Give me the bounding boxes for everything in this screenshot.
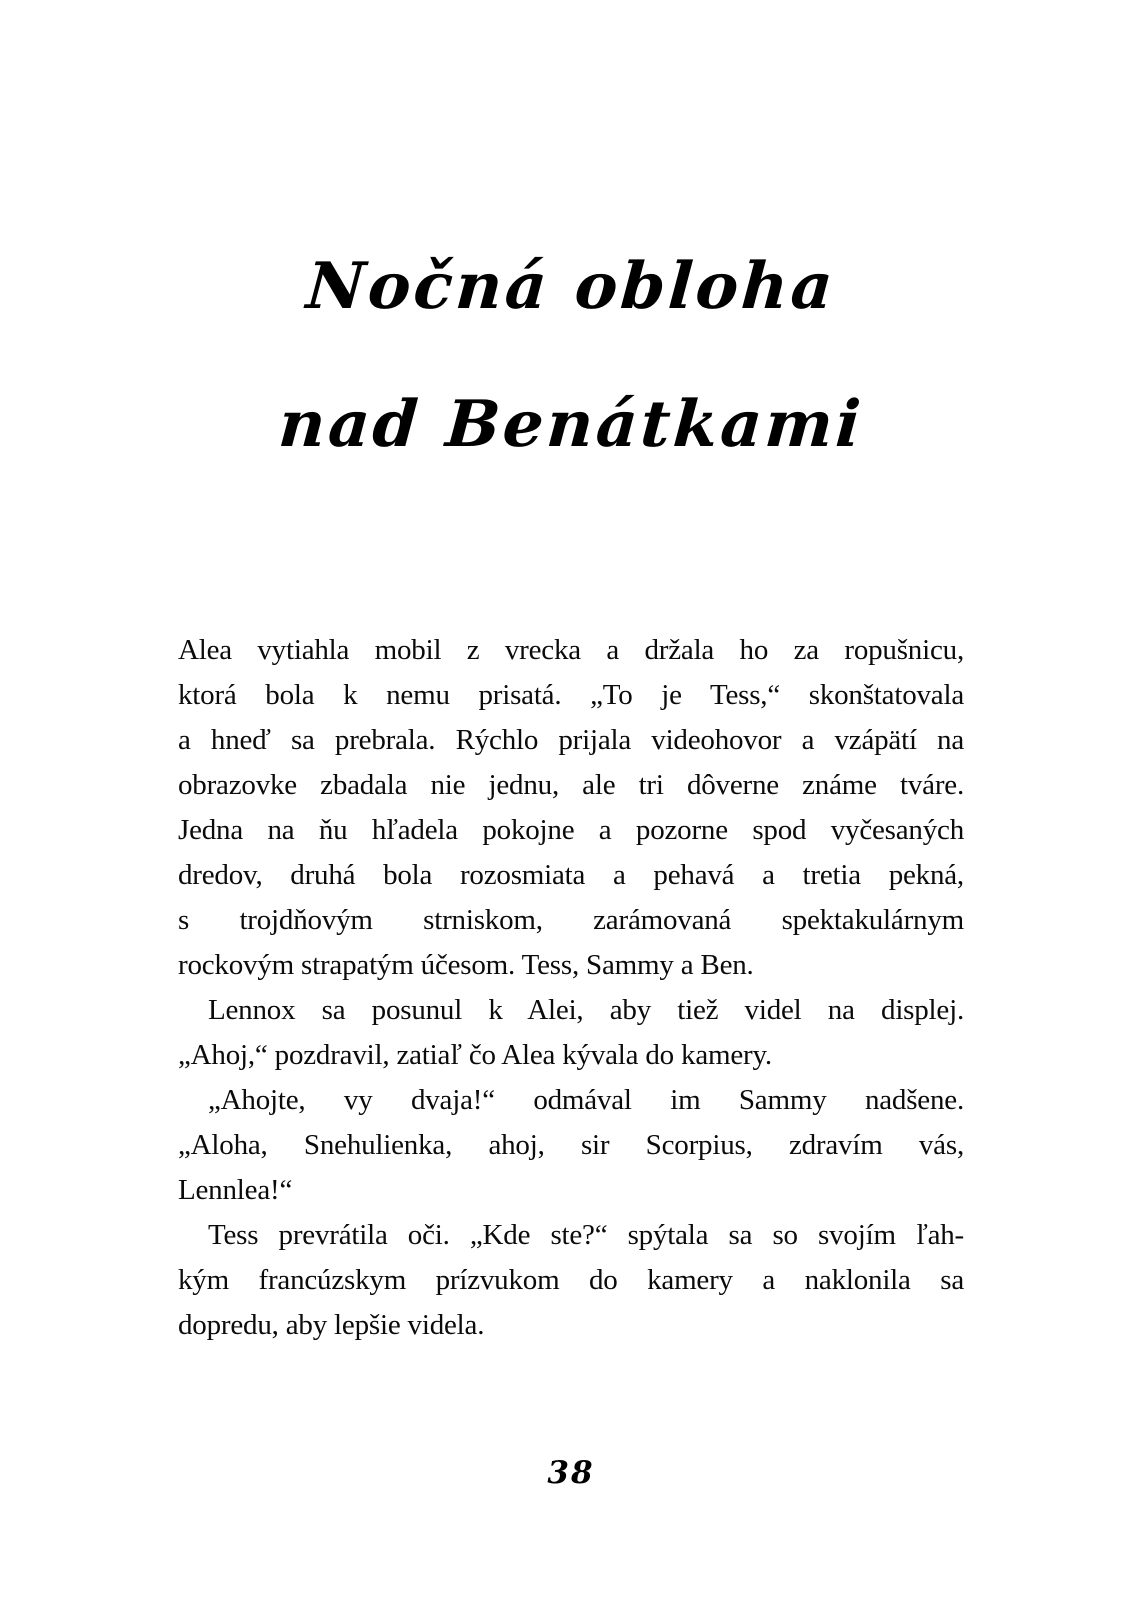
body-line: „Ahoj,“ pozdravil, zatiaľ čo Alea kývala do kamery. [178,1039,772,1071]
body-text [178,628,964,1348]
body-line: Lennlea!“ [178,1174,293,1206]
body-line: dredov, druhá bola rozosmiata a pehavá a tretia pekná, [178,859,964,891]
body-line: Tess prevrátila oči. „Kde ste?“ spýtala sa so svojím ľah- [208,1219,964,1251]
chapter-title-line-1: Nočná obloha [303,249,839,324]
body-line: kým francúzskym prízvukom do kamery a naklonila sa [178,1264,964,1296]
body-line: Jedna na ňu hľadela pokojne a pozorne spod vyčesaných [178,814,964,846]
body-line: Alea vytiahla mobil z vrecka a držala ho za ropušnicu, [178,634,964,666]
body-line: ktorá bola k nemu prisatá. „To je Tess,“ skonštatovala [178,679,964,711]
chapter-title [0,218,1142,494]
chapter-title-line-2: nad Benátkami [276,387,866,462]
body-line: a hneď sa prebrala. Rýchlo prijala videohovor a vzápätí na [178,724,964,756]
body-line: dopredu, aby lepšie videla. [178,1309,485,1341]
body-line: obrazovke zbadala nie jednu, ale tri dôverne známe tváre. [178,769,964,801]
body-line: s trojdňovým strniskom, zarámovaná spektakulárnym [178,904,964,936]
body-line: rockovým strapatým účesom. Tess, Sammy a Ben. [178,949,754,981]
page-number: 38 [547,1455,595,1491]
body-line: Lennox sa posunul k Alei, aby tiež videl na displej. [208,994,964,1026]
body-line: „Aloha, Snehulienka, ahoj, sir Scorpius, zdravím vás, [178,1129,964,1161]
body-line: „Ahojte, vy dvaja!“ odmával im Sammy nadšene. [208,1084,964,1116]
